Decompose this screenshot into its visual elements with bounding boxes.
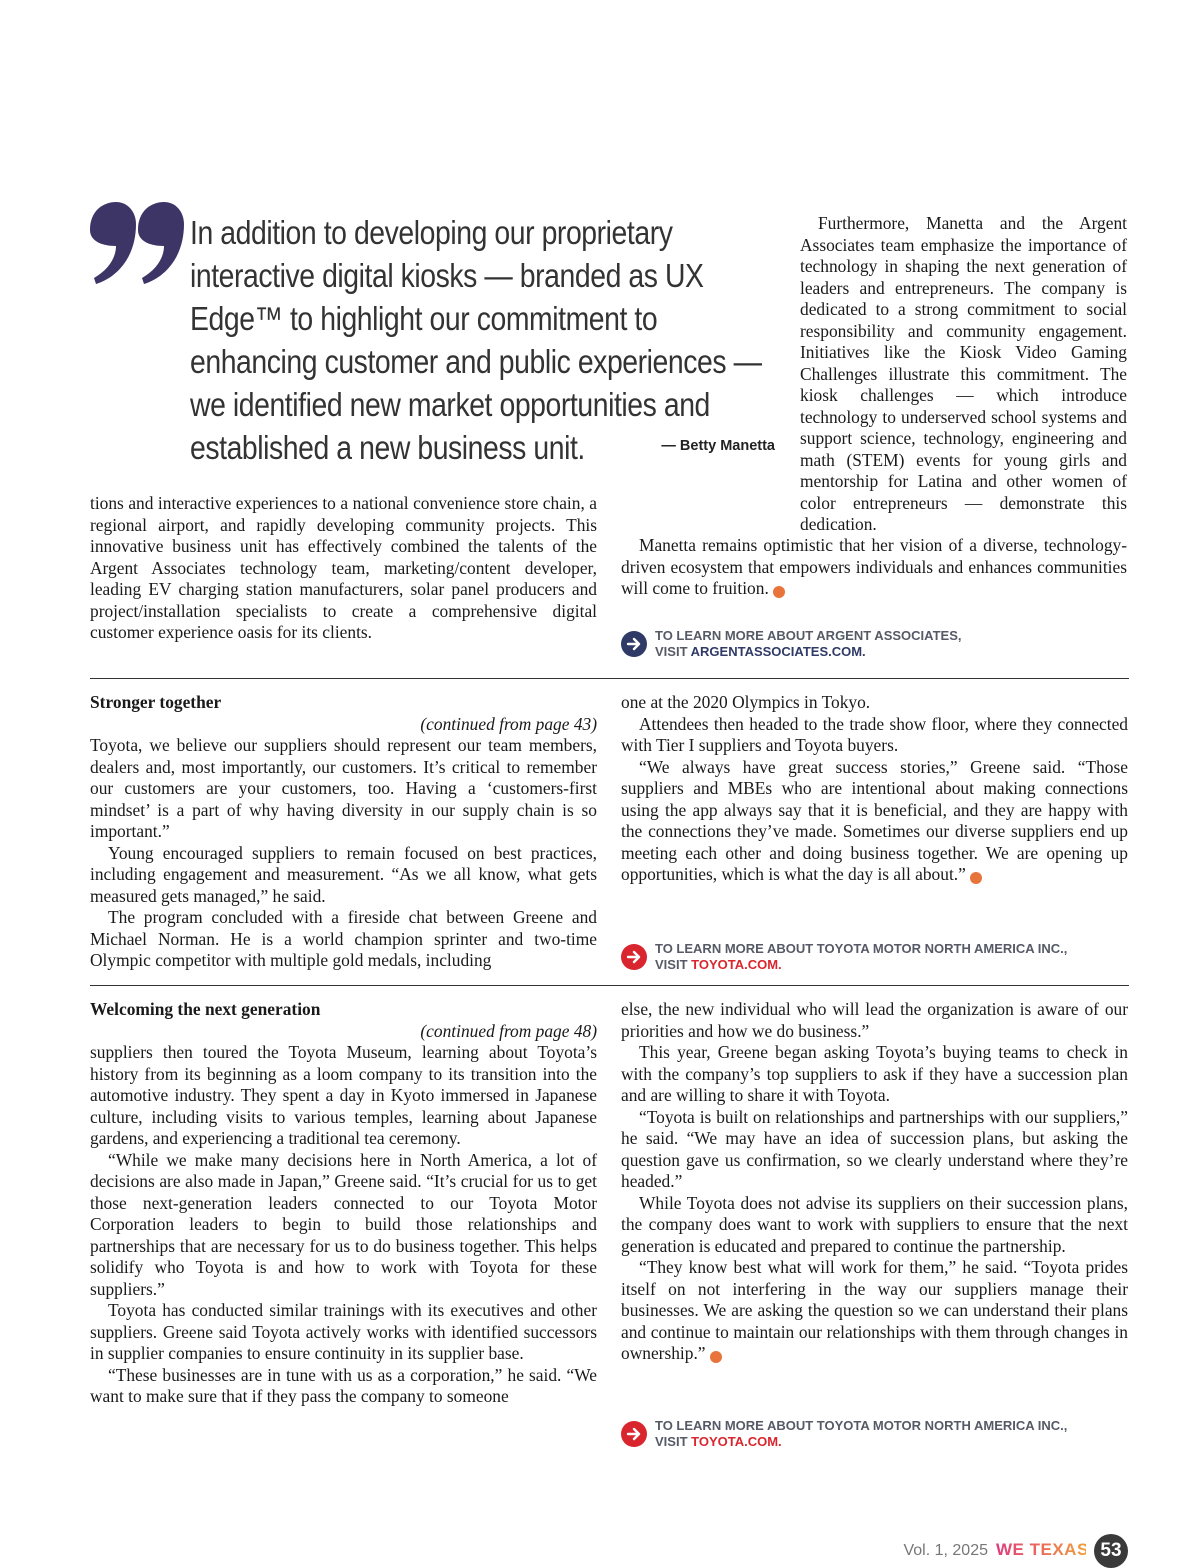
welcoming-right-column: else, the new individual who will lead the organization is aware of our priorities and how we do business.” This year, Greene began asking Toyota’s buying teams to check in with the company’s top suppliers to ask if they have a succession plan and are willing to share it with Toyota. “Toyota is built on relationships and partnerships with our suppliers,” he said. “We may have an idea of succession plans, but asking the question gave us confirmation, so we clearly understand where they’re headed.” While Toyota does not advise its suppliers on their succession plans, the company does want to work with suppliers to ensure that the next generation is educated and prepared to continue the partnership. “They know best what will work for them,” he said. “Toyota prides itself on not interfering in the way our suppliers manage their businesses. We are asking the question so we can understand their plans and continue to maintain our relationships with them through changes in ownership.” WE xyxy=(621,999,1128,1363)
arrow-right-icon xyxy=(621,944,647,970)
toyota-cta-link[interactable]: TOYOTA.COM. xyxy=(691,1434,782,1449)
stronger-heading: Stronger together xyxy=(90,692,222,712)
pull-quote-attribution: — Betty Manetta xyxy=(661,438,775,454)
stronger-right-column: one at the 2020 Olympics in Tokyo. Attendees then headed to the trade show floor, where they connected with Tier I suppliers and Toyota buyers. “We always have great success stories,” Greene said. “Those suppliers and MBEs who are intentional about making connections using the app always say that it is beneficial, and they are happy with the connections they’ve made. Sometimes our diverse suppliers end up meeting each other and doing business together. We are opening up opportunities, which is what the day is all about.” WE xyxy=(621,692,1128,884)
volume-label: Vol. 1, 2025 xyxy=(903,1542,988,1559)
argent-left-column: tions and interactive experiences to a national convenience store chain, a regional airport, and rapidly developing community projects. This innovative business unit has effectively combined the talents of the Argent Associates technology team, marketing/content developer, leading EV charging station manufacturers, solar panel producers and project/installation specialists to create a comprehensive digital customer experience oasis for its clients. xyxy=(90,493,597,642)
magazine-name xyxy=(996,1539,1086,1564)
page-footer xyxy=(903,1534,1128,1568)
welcoming-continued: (continued from page 48) xyxy=(420,1020,597,1041)
we-end-mark-icon: WE xyxy=(710,1351,722,1363)
quote-mark-icon xyxy=(86,188,186,298)
toyota-cta[interactable]: TO LEARN MORE ABOUT TOYOTA MOTOR NORTH AMERICA INC., VISIT TOYOTA.COM. xyxy=(621,941,1067,973)
pull-quote: In addition to developing our proprietary interactive digital kiosks — branded as UX Edge™ to highlight our commitment to enhancing customer and public experiences — we identified new market opportunities and established a new business unit. xyxy=(190,214,762,466)
toyota-cta-link[interactable]: TOYOTA.COM. xyxy=(691,957,782,972)
argent-cta-line1: TO LEARN MORE ABOUT ARGENT ASSOCIATES, xyxy=(655,628,962,643)
argent-right-top: Furthermore, Manetta and the Argent Associates team emphasize the importance of technology in shaping the next generation of leaders and entrepreneurs. The company is dedicated to a strong commitment to social responsibility and community engagement. Initiatives like the Kiosk Video Gaming Challenges illustrate this commitment. The kiosk challenges — which introduce technology to underserved school systems and support science, technology, engineering and math (STEM) events for young girls and mentorship for Latina and other women of color entrepreneurs — demonstrate this dedication. xyxy=(800,213,1127,534)
argent-closing-paragraph: Manetta remains optimistic that her vision of a diverse, technology-driven ecosystem that empowers individuals and enhances communities will come to fruition. WE xyxy=(621,535,1127,598)
svg-text:WE TEXAS: WE TEXAS xyxy=(996,1539,1086,1559)
arrow-right-icon xyxy=(621,1421,647,1447)
section-divider xyxy=(90,985,1129,986)
section-divider xyxy=(90,678,1129,679)
we-end-mark-icon: WE xyxy=(970,872,982,884)
welcoming-heading: Welcoming the next generation xyxy=(90,999,321,1019)
welcoming-left-column: Welcoming the next generation (continued from page 48) suppliers then toured the Toyota Museum, learning about Toyota’s history from its beginning as a loom company to its transition into the automotive industry. They spent a day in Kyoto immersed in Japanese culture, including visits to various temples, learning about Japanese gardens, and experiencing a traditional tea ceremony. “While we make many decisions here in North America, a lot of decisions are also made in Japan,” Greene said. “It’s crucial for us to get those next-generation leaders connected to our Toyota Motor Corporation leaders to begin to build those relationships and partnerships that are necessary for us to do business together. This helps solidify who Toyota is and how to work with Toyota for these suppliers.” Toyota has conducted similar trainings with its executives and other suppliers. Greene said Toyota actively works with identified successors in supplier companies to ensure continuity in its supplier base. “These businesses are in tune with us as a corporation,” he said. “We want to make sure that if they pass the company to someone xyxy=(90,999,597,1406)
toyota-cta[interactable]: TO LEARN MORE ABOUT TOYOTA MOTOR NORTH AMERICA INC., VISIT TOYOTA.COM. xyxy=(621,1418,1067,1450)
argent-cta-link[interactable]: ARGENTASSOCIATES.COM. xyxy=(690,644,866,659)
argent-cta[interactable]: TO LEARN MORE ABOUT ARGENT ASSOCIATES, VISIT ARGENTASSOCIATES.COM. xyxy=(621,628,961,660)
stronger-continued: (continued from page 43) xyxy=(420,713,597,734)
stronger-left-column: Stronger together (continued from page 43) Toyota, we believe our suppliers should represent our team members, dealers and, most importantly, our customers. It’s critical to remember our customers are your customers, too. Having a ‘customers-first mindset’ is a part of why having diversity in our supply chain is so important.” Young encouraged suppliers to remain focused on best practices, including engagement and measurement. “As we all know, what gets measured gets managed,” he said. The program concluded with a fireside chat between Greene and Michael Norman. He is a world champion sprinter and two-time Olympic competitor with multiple gold medals, including xyxy=(90,692,597,970)
arrow-right-icon xyxy=(621,631,647,657)
we-end-mark-icon: WE xyxy=(773,586,785,598)
argent-right-column xyxy=(621,535,1127,600)
page-number: 53 xyxy=(1094,1534,1128,1568)
